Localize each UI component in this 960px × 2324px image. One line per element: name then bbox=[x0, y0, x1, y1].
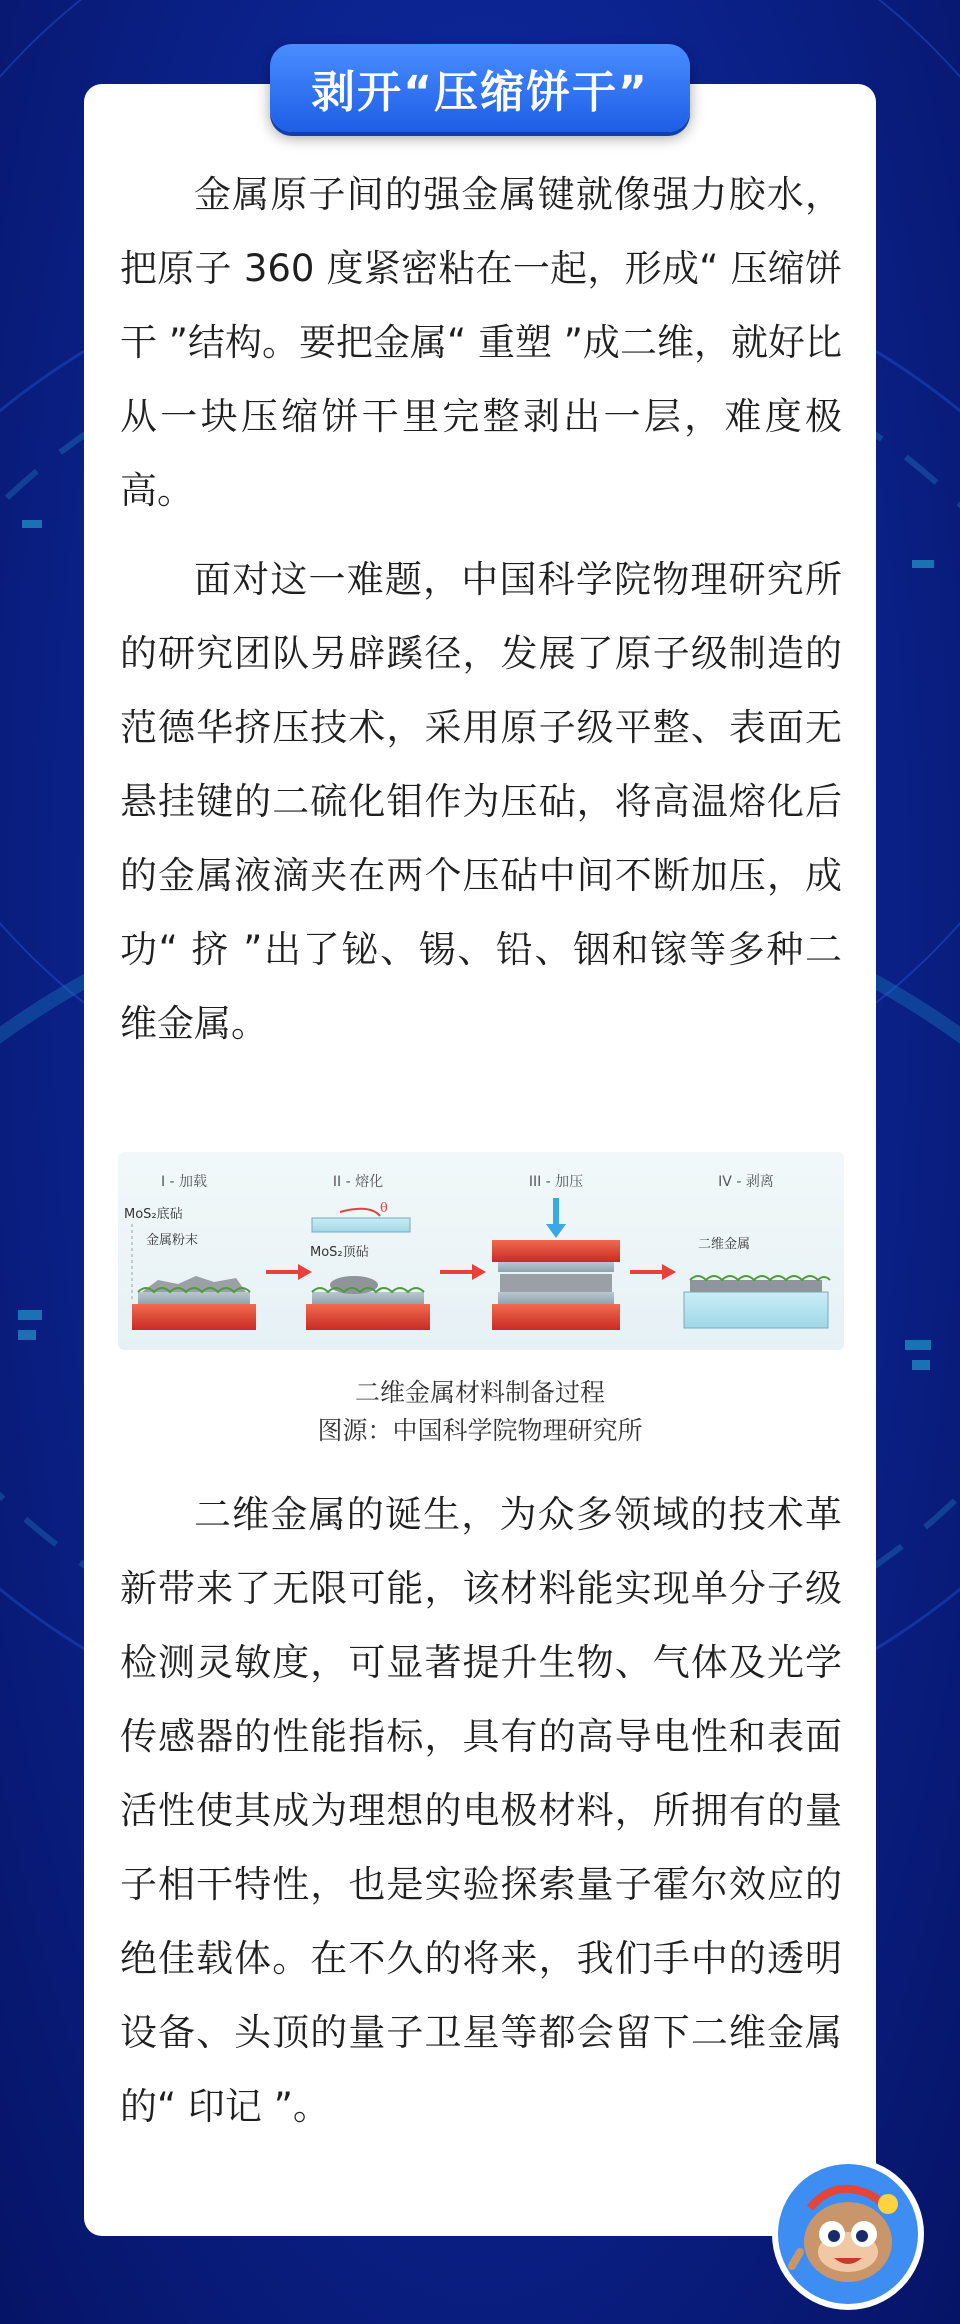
step-1-label: I - 加载 bbox=[160, 1174, 208, 1190]
paragraph-2: 面对这一难题，中国科学院物理研究所的研究团队另辟蹊径，发展了原子级制造的范德华挤压技术，采用原子级平整、表面无悬挂键的二硫化钼作为压砧，将高温熔化后的金属液滴夹在两个压砧中间不断加压，成功“ 挤 ”出了铋、锡、铅、铟和镓等多种二维金属。 bbox=[120, 558, 842, 1045]
step-3-bottom-anvil bbox=[498, 1292, 614, 1304]
arrow-1-icon bbox=[266, 1264, 312, 1280]
step-4-label: IV - 剥离 bbox=[718, 1174, 774, 1190]
step-3-label: III - 加压 bbox=[528, 1174, 584, 1190]
step-1-bottom-heater bbox=[132, 1304, 256, 1330]
2d-metal-layer bbox=[690, 1280, 822, 1292]
process-figure bbox=[118, 1152, 844, 1350]
theta-label: θ bbox=[380, 1201, 388, 1216]
arrow-2-icon bbox=[440, 1264, 486, 1280]
molten-droplet bbox=[330, 1276, 378, 1294]
bottom-anvil-label: MoS₂底砧 bbox=[124, 1207, 183, 1222]
step-2-top-anvil bbox=[312, 1218, 410, 1232]
step-2-bottom-anvil bbox=[312, 1292, 424, 1304]
mascot-avatar-icon bbox=[770, 2156, 926, 2312]
step-3-top-anvil bbox=[498, 1262, 614, 1272]
paragraph-3: 二维金属的诞生，为众多领域的技术革新带来了无限可能，该材料能实现单分子级检测灵敏度，可显著提升生物、气体及光学传感器的性能指标，具有的高导电性和表面活性使其成为理想的电极材料，所拥有的量子相干特性，也是实验探索量子霍尔效应的绝佳载体。在不久的将来，我们手中的透明设备、头顶的量子卫星等都会留下二维金属的“ 印记 ”。 bbox=[120, 1493, 842, 2128]
step-3-top-heater bbox=[492, 1240, 620, 1262]
section-title-tab bbox=[270, 44, 690, 132]
product-label: 二维金属 bbox=[698, 1237, 751, 1252]
figure-caption: 二维金属材料制备过程 bbox=[354, 1378, 605, 1407]
top-anvil-label: MoS₂顶砧 bbox=[310, 1245, 369, 1260]
rotation-arrow-icon bbox=[340, 1209, 380, 1216]
metal-powder-label: 金属粉末 bbox=[146, 1233, 199, 1248]
step-3-bottom-heater bbox=[492, 1304, 620, 1330]
compressed-metal bbox=[500, 1274, 612, 1292]
step-2-label: II - 熔化 bbox=[332, 1174, 384, 1190]
step-1-bottom-anvil bbox=[138, 1292, 250, 1304]
paragraph-1: 金属原子间的强金属键就像强力胶水，把原子 360 度紧密粘在一起，形成“ 压缩饼干 ”结构。要把金属“ 重塑 ”成二维，就好比从一块压缩饼干里完整剥出一层，难度极高。 bbox=[120, 173, 842, 512]
step-4-substrate bbox=[684, 1292, 828, 1328]
section-title: 剥开“压缩饼干” bbox=[311, 67, 649, 118]
process-diagram bbox=[118, 1152, 844, 1350]
mos2-layer bbox=[690, 1276, 830, 1280]
step-2-bottom-heater bbox=[306, 1304, 430, 1330]
arrow-3-icon bbox=[630, 1264, 676, 1280]
press-arrow-icon bbox=[546, 1198, 566, 1238]
figure-source: 图源：中国科学院物理研究所 bbox=[317, 1416, 643, 1445]
